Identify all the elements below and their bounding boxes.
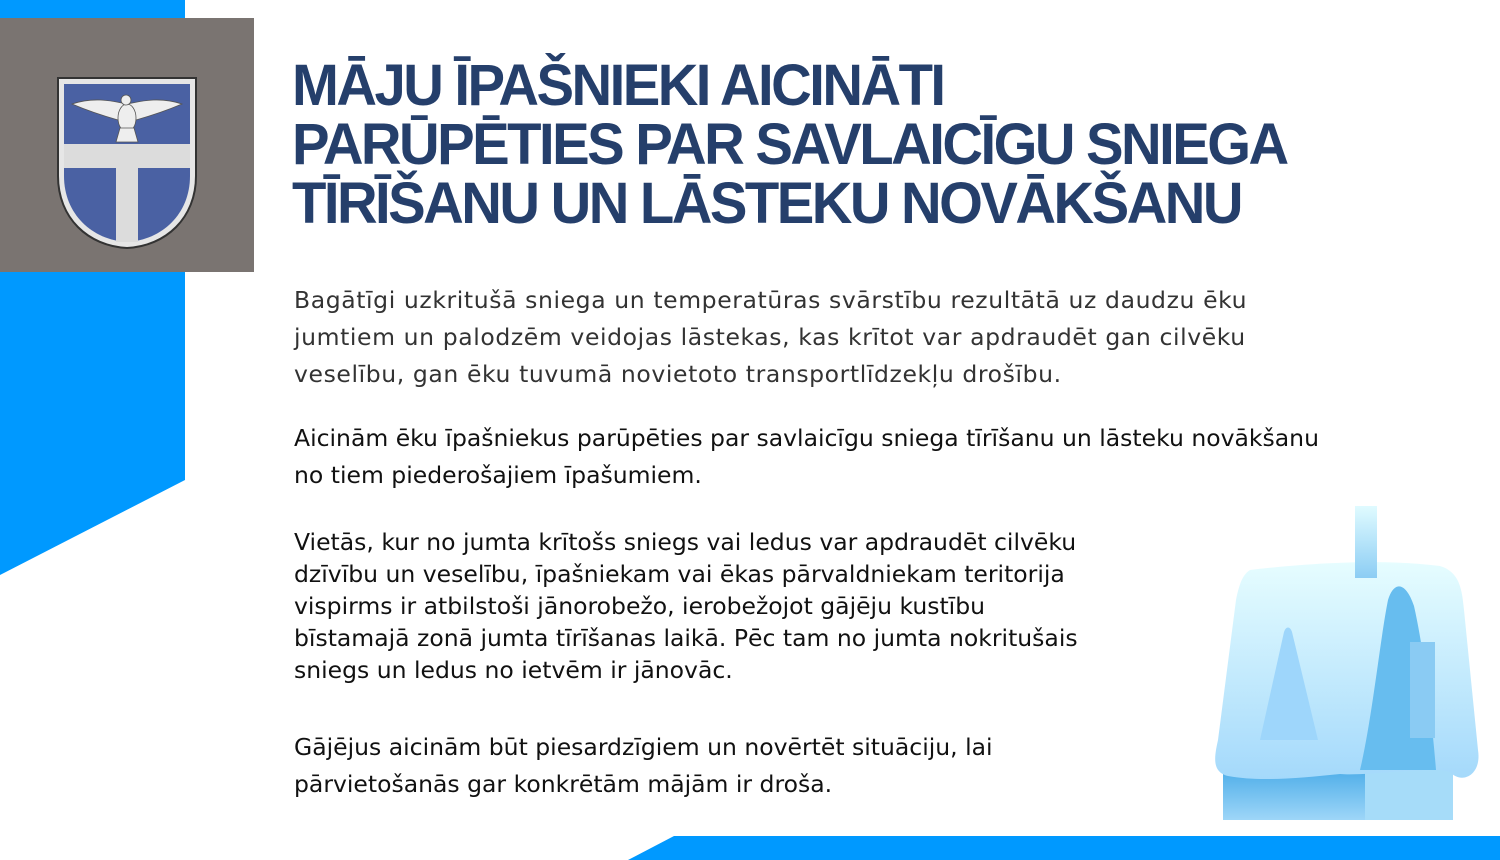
text-line: dzīvību un veselību, īpašniekam vai ēkas pārvaldniekam teritorija [294,560,1065,588]
text-line: Vietās, kur no jumta krītošs sniegs vai ledus var apdraudēt cilvēku [294,528,1077,556]
headline-line: MĀJU ĪPAŠNIEKI AICINĀTI [292,53,944,118]
paragraph-fencing-instructions [294,526,1078,686]
snow-house-icon [1200,500,1490,830]
decorative-bottom-bar [628,836,1500,860]
text-line: Bagātīgi uzkritušā sniega un temperatūras svārstību rezultātā uz daudzu ēku [294,286,1248,314]
text-line: pārvietošanās gar konkrētām mājām ir droša. [294,770,833,798]
municipality-logo [0,18,254,272]
text-line: Aicinām ēku īpašniekus parūpēties par savlaicīgu sniega tīrīšanu un lāsteku novākšanu [294,424,1319,452]
text-line: sniegs un ledus no ietvēm ir jānovāc. [294,656,733,684]
text-line: Gājējus aicinām būt piesardzīgiem un novērtēt situāciju, lai [294,733,993,761]
paragraph-pedestrians [294,729,993,803]
paragraph-icicle-danger [294,282,1247,393]
paragraph-owners-call [294,420,1319,494]
text-line: no tiem piederošajiem īpašumiem. [294,461,702,489]
headline-line: PARŪPĒTIES PAR SAVLAICĪGU SNIEGA [292,112,1287,177]
text-line: bīstamajā zonā jumta tīrīšanas laikā. Pēc tam no jumta nokritušais [294,624,1078,652]
text-line: veselību, gan ēku tuvumā novietoto transportlīdzekļu drošību. [294,360,1062,388]
text-line: jumtiem un palodzēm veidojas lāstekas, kas krītot var apdraudēt gan cilvēku [294,323,1246,351]
text-line: vispirms ir atbilstoši jānorobežo, ierobežojot gājēju kustību [294,592,986,620]
headline-line: TĪRĪŠANU UN LĀSTEKU NOVĀKŠANU [292,171,1241,236]
coat-of-arms-icon [56,76,198,251]
headline [292,53,1287,236]
